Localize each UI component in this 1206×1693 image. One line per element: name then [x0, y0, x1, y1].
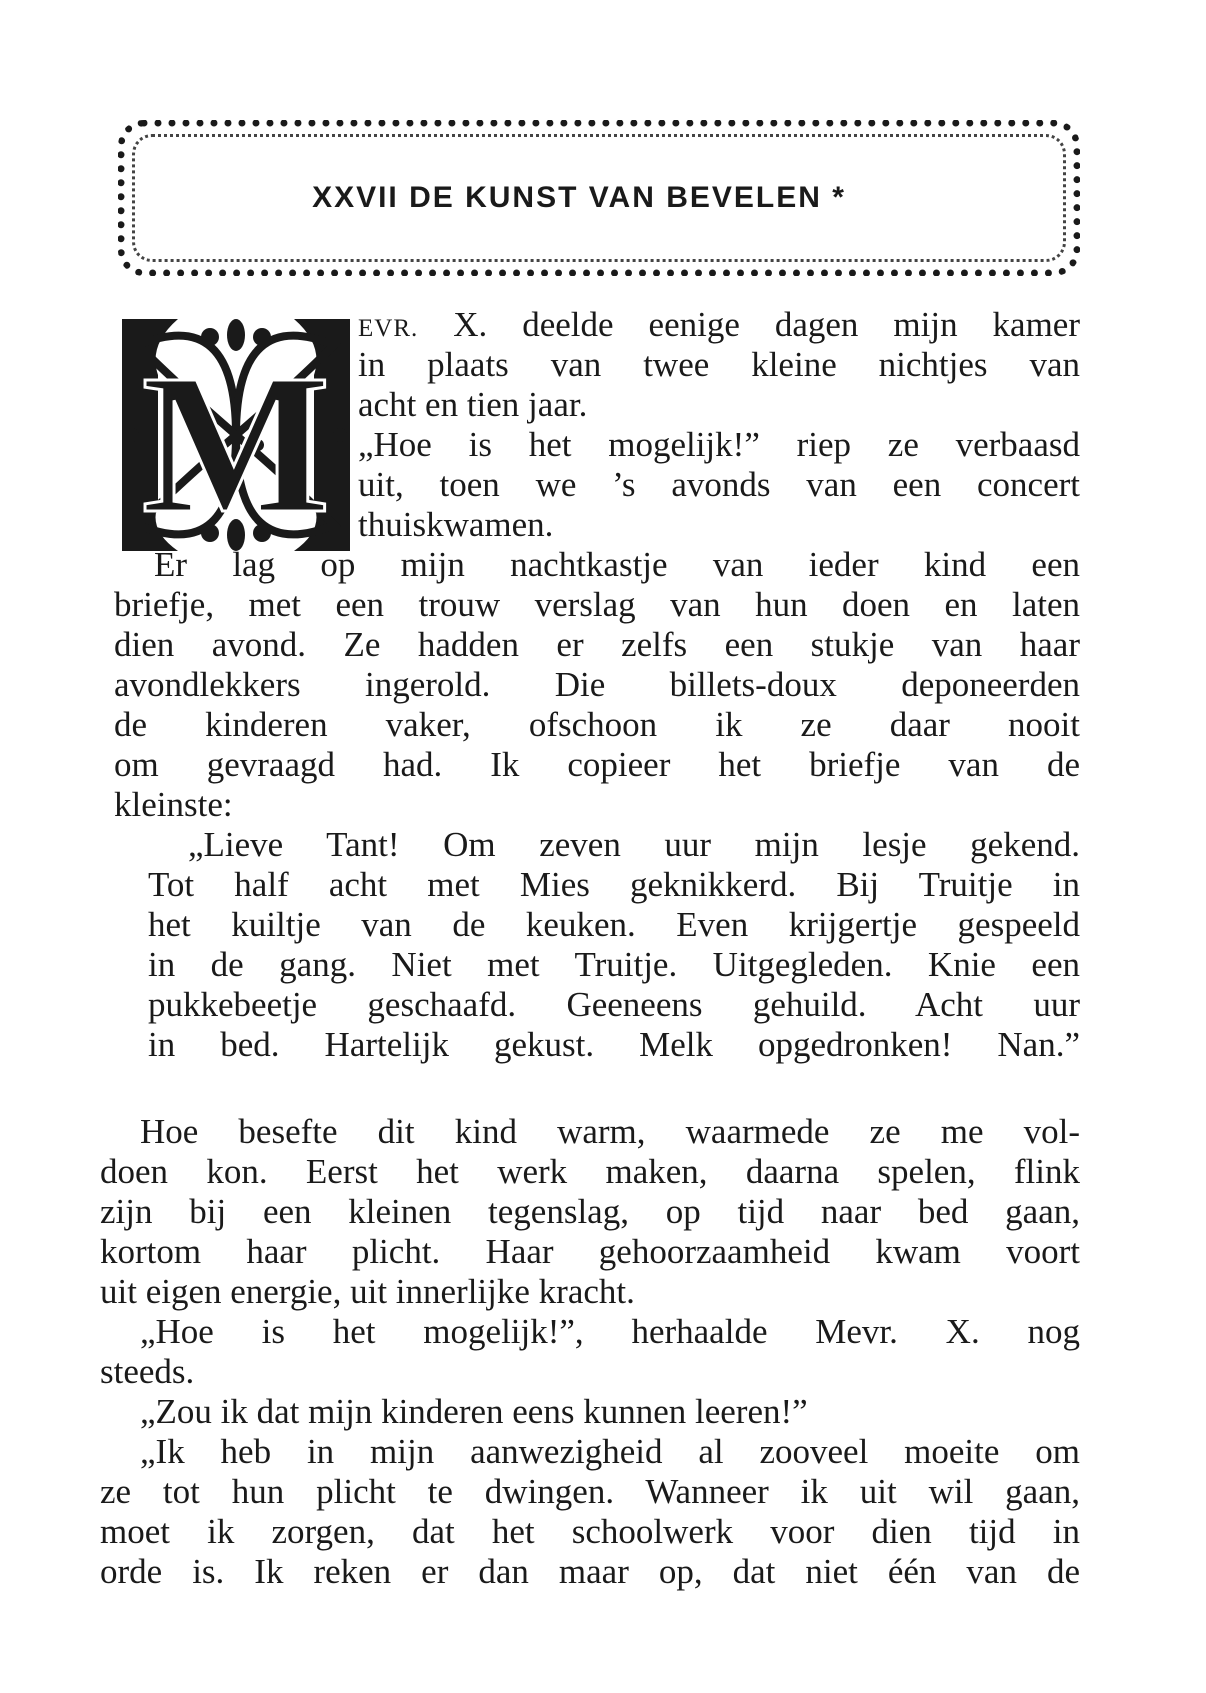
- dropcap-letter: M: [141, 334, 331, 555]
- text-line: doen kon. Eerst het werk maken, daarna spelen, flink: [100, 1152, 1080, 1191]
- text-line: moet ik zorgen, dat het schoolwerk voor dien tijd in: [100, 1512, 1080, 1551]
- text-line: thuiskwamen.: [358, 505, 554, 544]
- paragraph-3: [100, 1112, 1080, 1592]
- text-line: orde is. Ik reken er dan maar op, dat niet één van de: [100, 1552, 1080, 1591]
- text-line: avondlekkers ingerold. Die billets-doux deponeerden: [114, 665, 1080, 704]
- text-line: Er lag op mijn nachtkastje van ieder kind een: [154, 545, 1080, 584]
- text-line: „Lieve Tant! Om zeven uur mijn lesje gekend.: [188, 825, 1080, 864]
- text-line: in bed. Hartelijk gekust. Melk opgedronken! Nan.”: [148, 1025, 1080, 1064]
- text-line: zijn bij een kleinen tegenslag, op tijd naar bed gaan,: [100, 1192, 1080, 1231]
- text-line: uit, toen we ’s avonds van een concert: [358, 465, 1080, 504]
- text-line: in de gang. Niet met Truitje. Uitgegleden. Knie een: [148, 945, 1080, 984]
- text-line: „Ik heb in mijn aanwezigheid al zooveel moeite om: [140, 1432, 1080, 1471]
- text-line: pukkebeetje geschaafd. Geeneens gehuild. Acht uur: [148, 985, 1080, 1024]
- text-line: in plaats van twee kleine nichtjes van: [358, 345, 1080, 384]
- text-line: briefje, met een trouw verslag van hun doen en laten: [114, 585, 1080, 624]
- text-line: kleinste:: [114, 785, 233, 824]
- chapter-title: XXVII DE KUNST VAN BEVELEN *: [312, 181, 846, 214]
- text-line: Hoe besefte dit kind warm, waarmede ze me vol-: [140, 1112, 1080, 1151]
- text-line: uit eigen energie, uit innerlijke kracht.: [100, 1272, 635, 1311]
- text-line: EVR. X. deelde eenige dagen mijn kamer: [358, 305, 1080, 344]
- text-line: om gevraagd had. Ik copieer het briefje van de: [114, 745, 1080, 784]
- text-line: dien avond. Ze hadden er zelfs een stukje van haar: [114, 625, 1080, 664]
- paragraph-1: [358, 305, 1080, 545]
- text-line: acht en tien jaar.: [358, 385, 588, 424]
- paragraph-2: [114, 545, 1080, 825]
- ornamental-dropcap-m: [118, 315, 354, 555]
- text-line: ze tot hun plicht te dwingen. Wanneer ik uit wil gaan,: [100, 1472, 1080, 1511]
- text-line: „Hoe is het mogelijk!” riep ze verbaasd: [358, 425, 1080, 464]
- text-line: „Zou ik dat mijn kinderen eens kunnen leeren!”: [140, 1392, 808, 1431]
- text-line: kortom haar plicht. Haar gehoorzaamheid kwam voort: [100, 1232, 1080, 1271]
- text-line: Tot half acht met Mies geknikkerd. Bij Truitje in: [148, 865, 1080, 904]
- text-line: de kinderen vaker, ofschoon ik ze daar nooit: [114, 705, 1080, 744]
- text-line: het kuiltje van de keuken. Even krijgertje gespeeld: [148, 905, 1080, 944]
- quoted-letter: [148, 825, 1080, 1065]
- text-line: „Hoe is het mogelijk!”, herhaalde Mevr. X. nog: [140, 1312, 1080, 1351]
- chapter-heading-box: [118, 120, 1080, 276]
- text-line: steeds.: [100, 1352, 195, 1391]
